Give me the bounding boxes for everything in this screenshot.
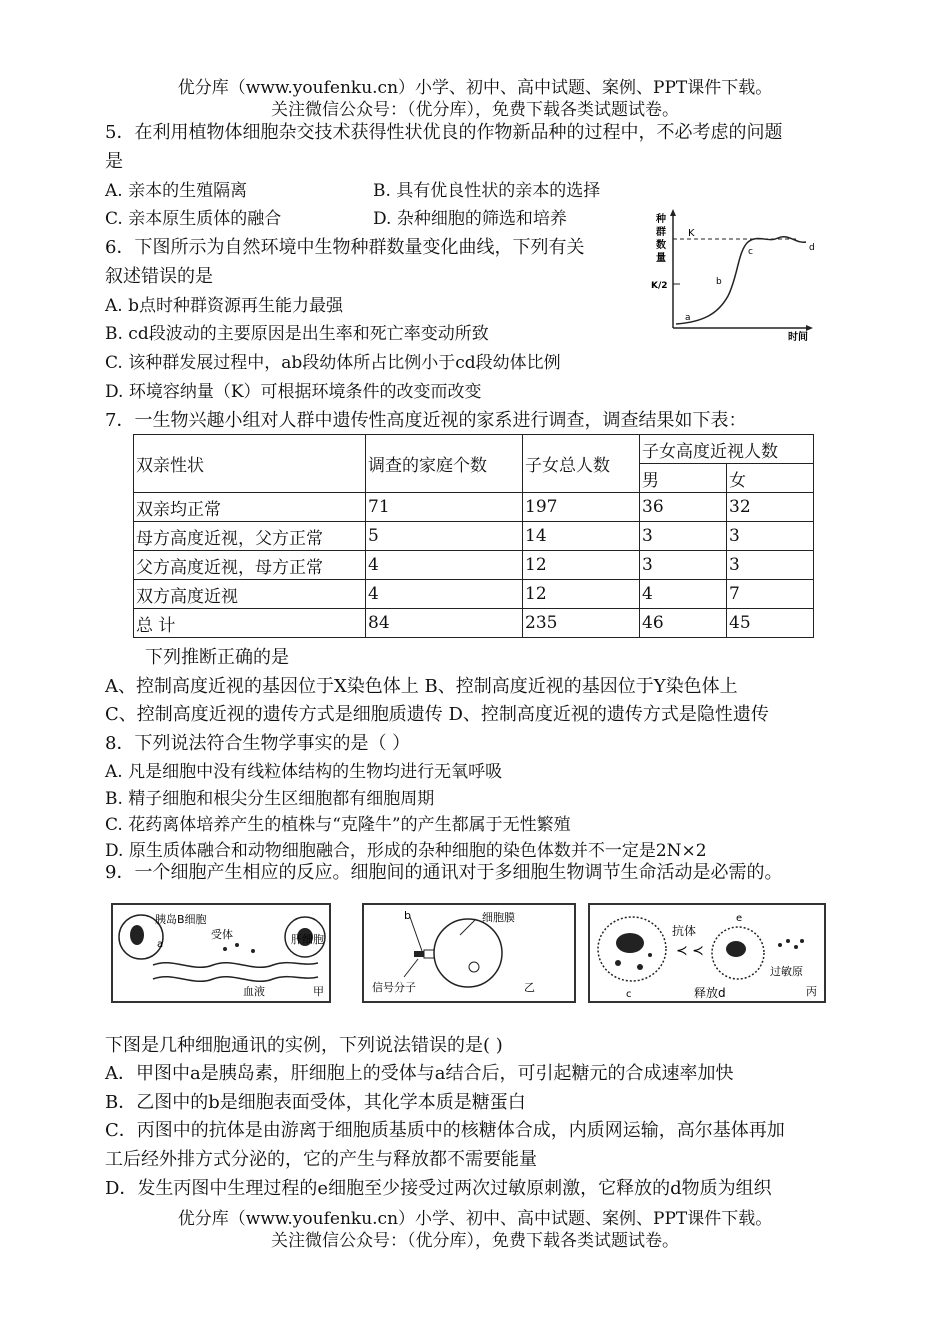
table-cell: 7 [727, 580, 814, 609]
point-a: a [685, 313, 691, 323]
table-cell: 45 [727, 609, 814, 638]
q9-stem: 9．一个细胞产生相应的反应。细胞间的通讯对于多细胞生物调节生命活动是必需的。 [105, 862, 783, 883]
k2-label: K/2 [651, 281, 668, 291]
graph-ylabel-1: 种 [656, 214, 666, 225]
allergen-dot [800, 939, 804, 943]
table-cell: 双方高度近视 [134, 580, 366, 609]
q6-stem-1: 6．下图所示为自然环境中生物种群数量变化曲线，下列有关 [105, 237, 585, 258]
table-cell: 14 [523, 522, 640, 551]
table-row [134, 522, 814, 551]
table-cell: 3 [727, 522, 814, 551]
table-cell: 母方高度近视，父方正常 [134, 522, 366, 551]
table-cell: 12 [523, 580, 640, 609]
header-myopia: 子女高度近视人数 [640, 435, 814, 464]
table-cell: 84 [366, 609, 523, 638]
table-cell: 3 [640, 522, 727, 551]
b-pointer [410, 917, 422, 951]
q6-option-d: D. 环境容纳量（K）可根据环境条件的改变而改变 [105, 382, 482, 402]
table-cell: 46 [640, 609, 727, 638]
k-label: K [688, 228, 695, 239]
allergen-dot [786, 939, 790, 943]
population-growth-graph [648, 206, 828, 346]
table-cell: 71 [366, 493, 523, 522]
table-cell: 双亲均正常 [134, 493, 366, 522]
q5-option-b: B. 具有优良性状的亲本的选择 [373, 181, 601, 201]
table-cell: 父方高度近视，母方正常 [134, 551, 366, 580]
table-cell: 36 [640, 493, 727, 522]
antibody-label: 抗体 [672, 924, 697, 938]
granule [615, 960, 621, 966]
table-cell: 3 [727, 551, 814, 580]
q8-option-d: D. 原生质体融合和动物细胞融合，形成的杂种细胞的染色体数并不一定是2N×2 [105, 841, 707, 861]
q9-prompt: 下图是几种细胞通讯的实例，下列说法错误的是( ) [105, 1035, 503, 1056]
graph-xlabel: 时间 [788, 332, 808, 343]
molecule [235, 943, 239, 947]
header-children: 子女总人数 [523, 435, 640, 493]
bing-name: 丙 [806, 985, 817, 998]
header-families: 调查的家庭个数 [366, 435, 523, 493]
q9-option-a: A．甲图中a是胰岛素，肝细胞上的受体与a结合后，可引起糖元的合成速率加快 [105, 1063, 734, 1084]
q7-stem: 7．一生物兴趣小组对人群中遗传性高度近视的家系进行调查，调查结果如下表： [105, 410, 747, 431]
q6-option-c: C. 该种群发展过程中，ab段幼体所占比例小于cd段幼体比例 [105, 353, 561, 373]
q6-stem-2: 叙述错误的是 [105, 266, 213, 287]
q6-option-b: B. cd段波动的主要原因是出生率和死亡率变动所致 [105, 324, 489, 344]
q8-option-b: B. 精子细胞和根尖分生区细胞都有细胞周期 [105, 789, 435, 809]
target-cell [434, 919, 502, 987]
allergen-dot [778, 943, 782, 947]
q9-option-d: D．发生丙图中生理过程的e细胞至少接受过两次过敏原刺激，它释放的d物质为组织 [105, 1178, 772, 1199]
point-b: b [716, 277, 722, 287]
figure-jia [111, 903, 331, 1003]
q7-prompt: 下列推断正确的是 [145, 647, 289, 668]
graph-ylabel-3: 数 [656, 240, 666, 251]
yi-name: 乙 [524, 981, 535, 994]
header-female: 女 [727, 464, 814, 493]
q8-option-a: A. 凡是细胞中没有线粒体结构的生物均进行无氧呼吸 [105, 762, 503, 782]
yi-b-label: b [404, 909, 411, 922]
q5-option-a: A. 亲本的生殖隔离 [105, 181, 248, 201]
islet-nucleus [130, 925, 144, 945]
signal-label: 信号分子 [372, 981, 416, 994]
table-row [134, 551, 814, 580]
table-cell: 3 [640, 551, 727, 580]
vessel-top [153, 963, 318, 968]
header-male: 男 [640, 464, 727, 493]
table-cell: 32 [727, 493, 814, 522]
mast-nucleus [726, 941, 746, 957]
point-d: d [809, 243, 815, 253]
release-label: 释放d [694, 986, 726, 1000]
header-line-2: 关注微信公众号：（优分库），免费下载各类试题试卷。 [271, 100, 679, 120]
graph-ylabel-2: 群 [656, 227, 666, 238]
table-row [134, 580, 814, 609]
q8-option-c: C. 花药离体培养产生的植株与“克隆牛”的产生都属于无性繁殖 [105, 815, 571, 835]
table-cell: 4 [366, 580, 523, 609]
table-cell: 4 [366, 551, 523, 580]
q9-option-c-1: C．丙图中的抗体是由游离于细胞质基质中的核糖体合成，内质网运输，高尔基体再加 [105, 1120, 785, 1141]
growth-curve [676, 237, 806, 324]
antibody-icon: ≺ ≺ [676, 943, 704, 959]
figure-bing [588, 903, 826, 1003]
receptor-label: 受体 [211, 928, 233, 941]
granule [648, 953, 652, 957]
header-parents: 双亲性状 [134, 435, 366, 493]
q5-option-c: C. 亲本原生质体的融合 [105, 209, 282, 229]
allergen-dot [794, 945, 798, 949]
jia-name: 甲 [313, 985, 324, 998]
table-cell: 4 [640, 580, 727, 609]
genetics-table [133, 434, 814, 638]
target-nucleus [469, 962, 479, 972]
x-axis-arrow-icon [806, 325, 813, 331]
table-cell: 197 [523, 493, 640, 522]
vessel-bottom [153, 977, 318, 982]
table-row [134, 493, 814, 522]
header-line-1: 优分库（www.youfenku.cn）小学、初中、高中试题、案例、PPT课件下载。 [177, 78, 773, 98]
q7-options-ab: A、控制高度近视的基因位于X染色体上 B、控制高度近视的基因位于Y染色体上 [105, 676, 738, 697]
bing-c-label: c [626, 989, 632, 1000]
blood-label: 血液 [243, 985, 265, 998]
receptor-block [414, 951, 424, 957]
signal-block [424, 950, 434, 958]
table-cell: 235 [523, 609, 640, 638]
granule [637, 964, 643, 970]
y-axis-arrow-icon [670, 209, 676, 216]
q9-option-b: B．乙图中的b是细胞表面受体，其化学本质是糖蛋白 [105, 1092, 526, 1113]
membrane-pointer [460, 919, 476, 935]
table-cell: 12 [523, 551, 640, 580]
molecule [251, 949, 255, 953]
point-c: c [748, 247, 753, 257]
table-row [134, 609, 814, 638]
liver-label: 肝细胞 [291, 933, 324, 946]
membrane-label: 细胞膜 [482, 911, 515, 924]
table-cell: 5 [366, 522, 523, 551]
jia-a-label: a [157, 939, 164, 950]
q6-option-a: A. b点时种群资源再生能力最强 [105, 296, 343, 316]
figure-yi [362, 903, 576, 1003]
plasma-nucleus [616, 933, 644, 953]
molecule [223, 947, 227, 951]
q7-options-cd: C、控制高度近视的遗传方式是细胞质遗传 D、控制高度近视的遗传方式是隐性遗传 [105, 704, 769, 725]
graph-ylabel-4: 量 [656, 253, 666, 264]
signal-pointer [404, 959, 418, 977]
q8-stem: 8．下列说法符合生物学事实的是（ ） [105, 733, 411, 754]
q9-option-c-2: 工后经外排方式分泌的，它的产生与释放都不需要能量 [105, 1149, 537, 1170]
q5-option-d: D. 杂种细胞的筛选和培养 [373, 209, 567, 229]
bing-e-label: e [736, 913, 743, 924]
footer-line-1: 优分库（www.youfenku.cn）小学、初中、高中试题、案例、PPT课件下载。 [177, 1209, 773, 1229]
islet-label: 胰岛B细胞 [155, 913, 207, 926]
allergen-label: 过敏原 [770, 965, 803, 978]
footer-line-2: 关注微信公众号：（优分库），免费下载各类试题试卷。 [271, 1231, 679, 1251]
q5-stem-1: 5．在利用植物体细胞杂交技术获得性状优良的作物新品种的过程中，不必考虑的问题 [105, 122, 783, 143]
q5-stem-2: 是 [105, 151, 123, 172]
table-cell: 总 计 [134, 609, 366, 638]
